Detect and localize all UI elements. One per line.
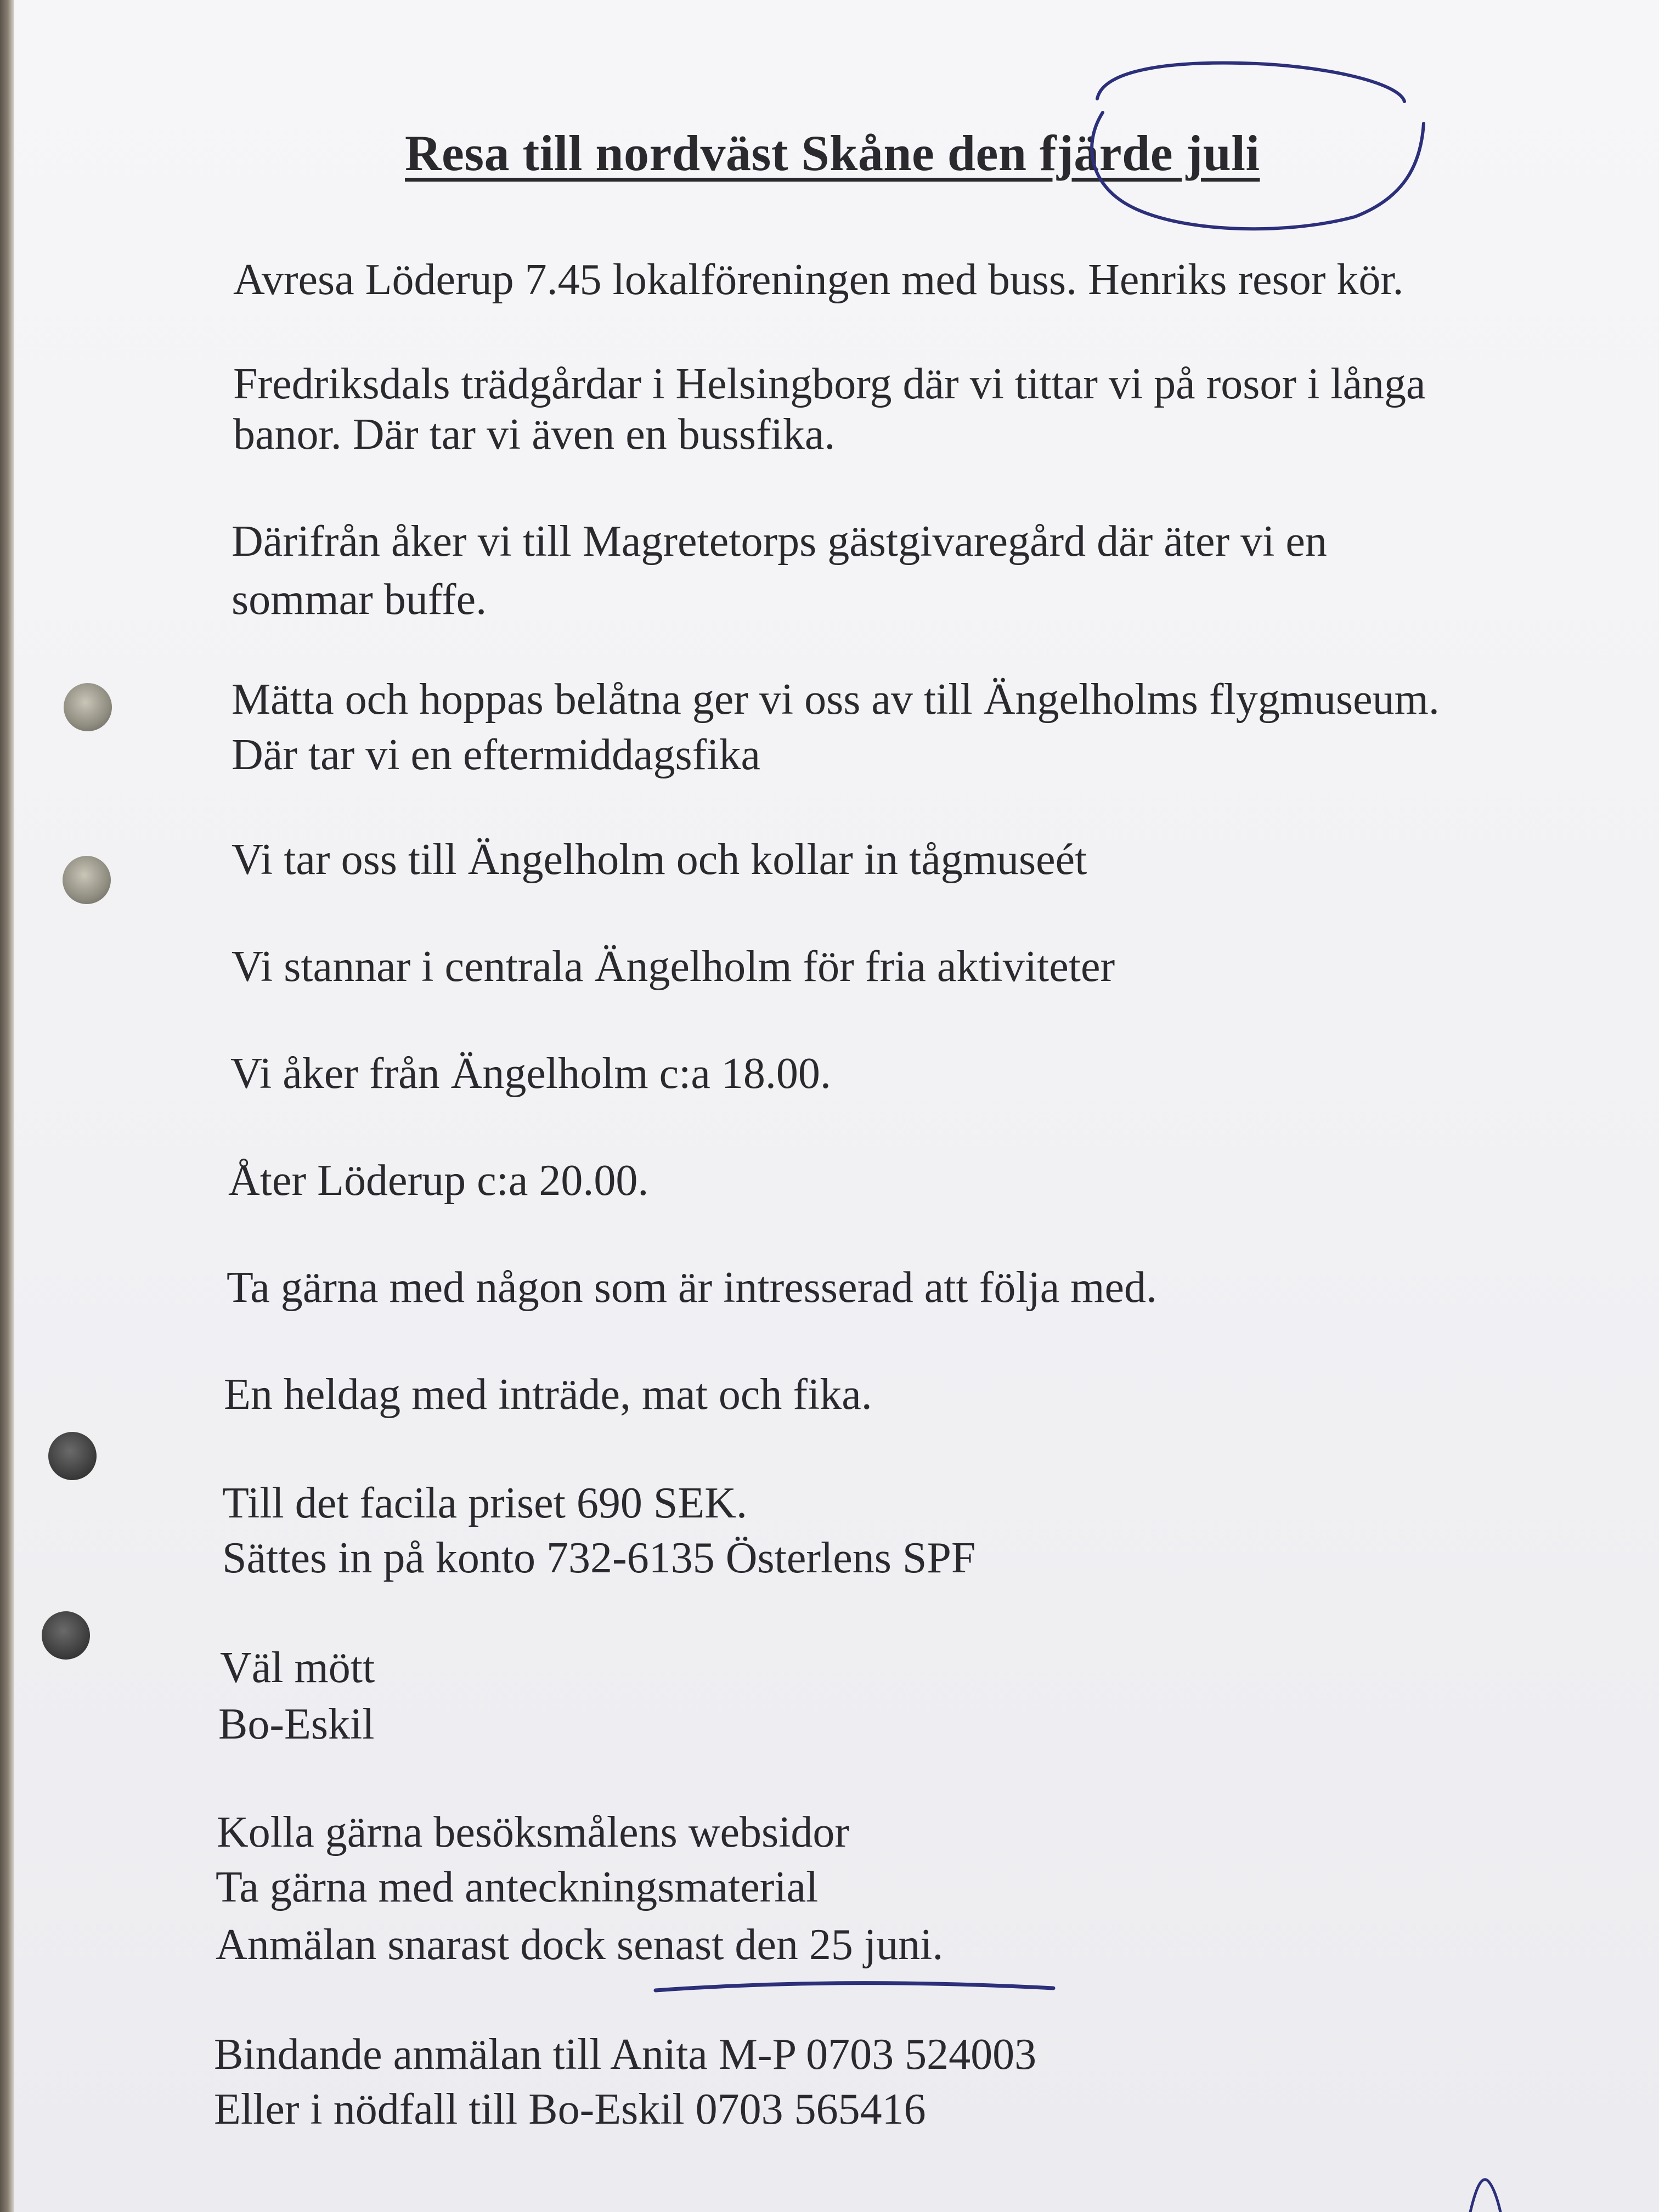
pen-stroke-corner	[1470, 2180, 1500, 2212]
text-line: Åter Löderup c:a 20.00.	[228, 1156, 649, 1205]
text-line: Mätta och hoppas belåtna ger vi oss av till Ängelholms flygmuseum.	[232, 675, 1440, 724]
pen-underline-annotation	[656, 1983, 1053, 1990]
text-line: Ta gärna med någon som är intresserad att följa med.	[227, 1263, 1158, 1312]
text-line: Väl mött	[220, 1644, 375, 1692]
text-line: Vi stannar i centrala Ängelholm för fria aktiviteter	[232, 943, 1115, 991]
text-line: Där tar vi en eftermiddagsfika	[232, 731, 761, 779]
text-line: Bindande anmälan till Anita M-P 0703 524003	[214, 2030, 1037, 2079]
text-line: Kolla gärna besöksmålens websidor	[217, 1808, 850, 1857]
pen-circle-annotation	[1092, 63, 1424, 229]
document-title: Resa till nordväst Skåne den fjärde juli	[405, 125, 1260, 181]
text-line: Vi åker från Ängelholm c:a 18.00.	[230, 1049, 831, 1098]
text-line: En heldag med inträde, mat och fika.	[224, 1370, 872, 1419]
text-line: Därifrån åker vi till Magretetorps gästgivaregård där äter vi en	[232, 517, 1327, 566]
text-line: sommar buffe.	[232, 575, 487, 624]
text-line: Till det facila priset 690 SEK.	[222, 1479, 747, 1527]
text-line: Vi tar oss till Ängelholm och kollar in tågmuseét	[232, 836, 1087, 884]
text-line: Fredriksdals trädgårdar i Helsingborg där vi tittar vi på rosor i långa	[233, 360, 1426, 408]
text-line: Anmälan snarast dock senast den 25 juni.	[216, 1921, 944, 1969]
text-line: Bo-Eskil	[218, 1700, 375, 1748]
text-line: Ta gärna med anteckningsmaterial	[216, 1863, 819, 1911]
text-line: Sättes in på konto 732-6135 Österlens SPF	[222, 1534, 976, 1582]
text-line: banor. Där tar vi även en bussfika.	[233, 410, 836, 459]
text-line: Avresa Löderup 7.45 lokalföreningen med buss. Henriks resor kör.	[233, 256, 1404, 304]
text-line: Eller i nödfall till Bo-Eskil 0703 565416	[214, 2085, 926, 2134]
